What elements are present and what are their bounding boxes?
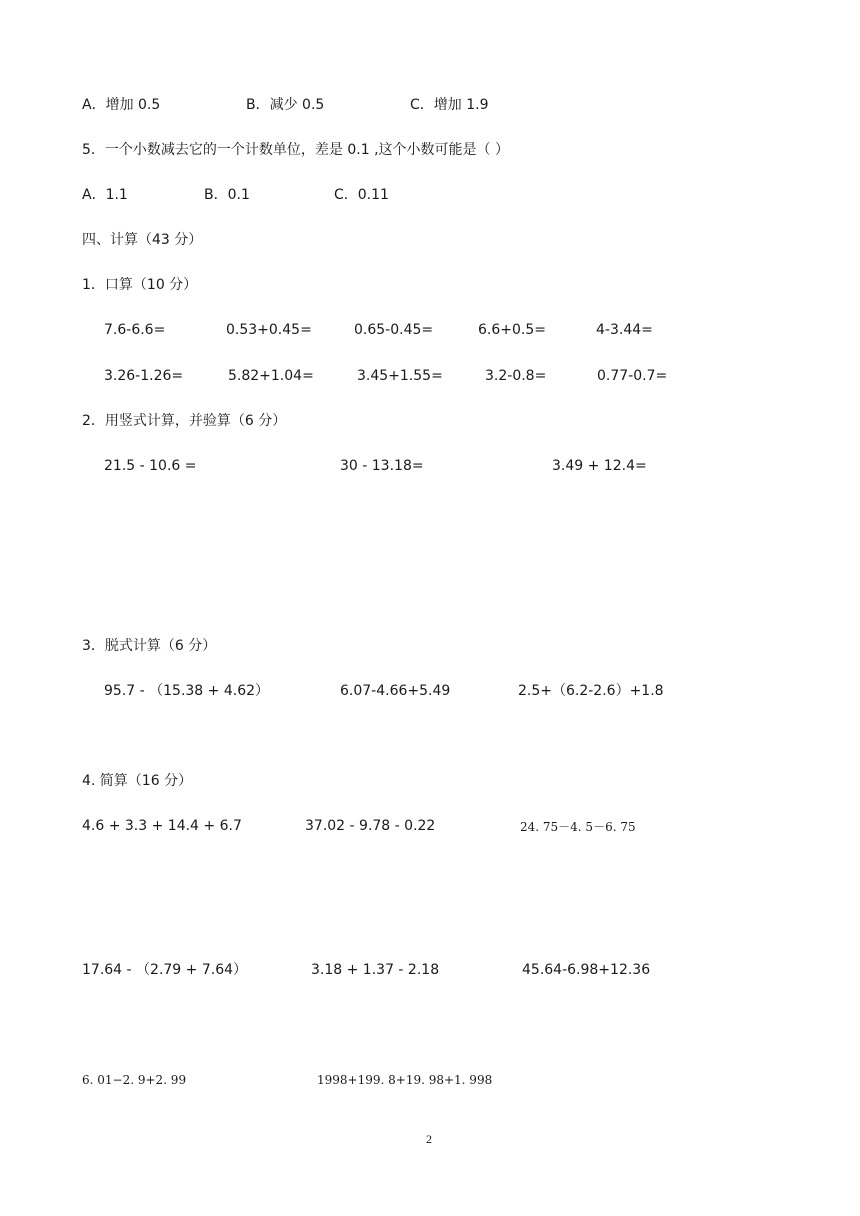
stepwise-title: 3．脱式计算（6 分） [82, 638, 217, 654]
simplify-item: 37.02 - 9.78 - 0.22 [305, 818, 436, 834]
vertical-item: 30 - 13.18= [340, 458, 424, 474]
oral-item: 3.26-1.26= [104, 368, 184, 384]
q4-option-c: C．增加 1.9 [410, 97, 489, 113]
section-heading: 四、计算（43 分） [82, 232, 203, 248]
oral-item: 0.53+0.45= [226, 322, 312, 338]
vertical-title: 2．用竖式计算，并验算（6 分） [82, 413, 287, 429]
vertical-item: 21.5 - 10.6 = [104, 458, 197, 474]
simplify-item: 17.64 - （2.79 + 7.64） [82, 962, 248, 978]
simplify-item: 24. 75－4. 5－6. 75 [520, 820, 636, 834]
simplify-item: 3.18 + 1.37 - 2.18 [311, 962, 440, 978]
oral-item: 3.45+1.55= [357, 368, 443, 384]
q5-option-b: B．0.1 [204, 187, 250, 203]
q5-stem: 5．一个小数减去它的一个计数单位，差是 0.1 ,这个小数可能是（ ） [82, 142, 509, 158]
oral-item: 3.2-0.8= [485, 368, 547, 384]
stepwise-item: 6.07-4.66+5.49 [340, 683, 451, 699]
simplify-item: 4.6 + 3.3 + 14.4 + 6.7 [82, 818, 242, 834]
simplify-item: 45.64-6.98+12.36 [522, 962, 651, 978]
oral-item: 7.6-6.6= [104, 322, 166, 338]
oral-item: 4-3.44= [596, 322, 653, 338]
oral-item: 5.82+1.04= [228, 368, 314, 384]
q5-option-c: C．0.11 [334, 187, 389, 203]
vertical-item: 3.49 + 12.4= [552, 458, 647, 474]
q4-option-a: A．增加 0.5 [82, 97, 161, 113]
oral-item: 0.65-0.45= [354, 322, 434, 338]
stepwise-item: 95.7 - （15.38 + 4.62） [104, 683, 270, 699]
stepwise-item: 2.5+（6.2-2.6）+1.8 [518, 683, 664, 699]
oral-title: 1．口算（10 分） [82, 277, 198, 293]
simplify-item: 1998+199. 8+19. 98+1. 998 [317, 1073, 493, 1087]
simplify-item: 6. 01−2. 9+2. 99 [82, 1073, 187, 1087]
page-number: 2 [426, 1132, 432, 1146]
q5-option-a: A．1.1 [82, 187, 128, 203]
oral-item: 0.77-0.7= [597, 368, 668, 384]
oral-item: 6.6+0.5= [478, 322, 546, 338]
q4-option-b: B．减少 0.5 [246, 97, 325, 113]
simplify-title: 4. 简算（16 分） [82, 773, 193, 789]
